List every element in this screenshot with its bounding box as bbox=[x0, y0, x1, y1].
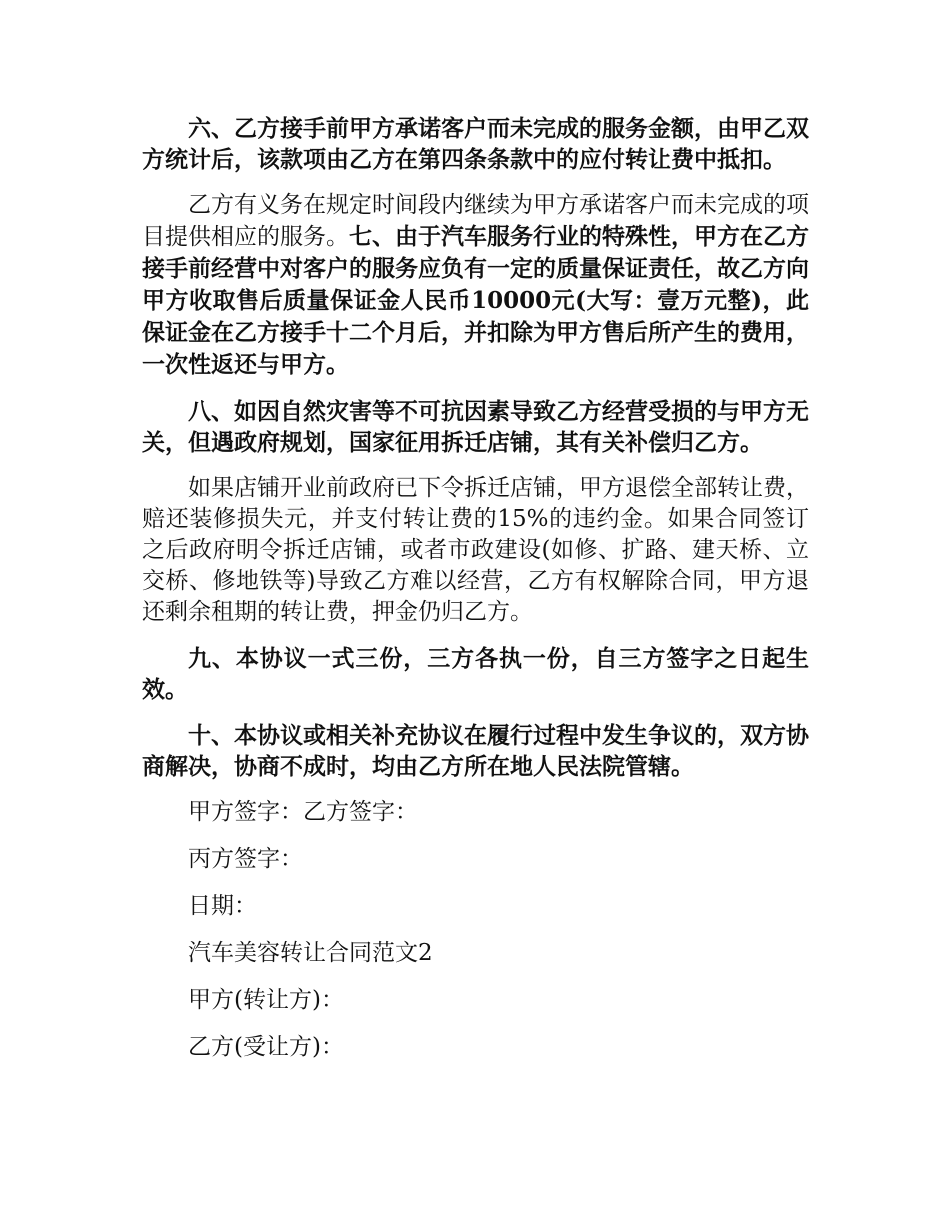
signature-line-ab: 甲方签字：乙方签字： bbox=[188, 799, 418, 825]
party-b-line: 乙方(受让方)： bbox=[188, 1034, 344, 1060]
clause-6-extra: 乙方有义务在规定时间段内继续为甲方承诺客户而未完成的项目提供相应的服务。 bbox=[142, 192, 809, 250]
next-document-title: 汽车美容转让合同范文2 bbox=[188, 940, 433, 966]
clause-10: 十、本协议或相关补充协议在履行过程中发生争议的，双方协商解决，协商不成时，均由乙方所在地人民法院管辖。 bbox=[142, 722, 809, 780]
date-line: 日期： bbox=[188, 893, 257, 919]
clause-9: 九、本协议一式三份，三方各执一份，自三方签字之日起生效。 bbox=[142, 645, 809, 703]
clause-8-extra: 如果店铺开业前政府已下令拆迁店铺，甲方退偿全部转让费，赔还装修损失元，并支付转让费的15%的违约金。如果合同签订之后政府明令拆迁店铺，或者市政建设(如修、扩路、建天桥、立交桥、修地铁等)导致乙方难以经营，乙方有权解除合同，甲方退还剩余租期的转让费，押金仍归乙方。 bbox=[142, 475, 809, 625]
signature-line-c: 丙方签字： bbox=[188, 846, 303, 872]
clause-8: 八、如因自然灾害等不可抗因素导致乙方经营受损的与甲方无关，但遇政府规划，国家征用拆迁店铺，其有关补偿归乙方。 bbox=[142, 398, 809, 456]
party-a-line: 甲方(转让方)： bbox=[188, 987, 344, 1013]
clause-6: 六、乙方接手前甲方承诺客户而未完成的服务金额，由甲乙双方统计后，该款项由乙方在第四条条款中的应付转让费中抵扣。 bbox=[142, 115, 809, 173]
clause-7: 七、由于汽车服务行业的特殊性，甲方在乙方接手前经营中对客户的服务应负有一定的质量保证责任，故乙方向甲方收取售后质量保证金人民币10000元(大写：壹万元整)，此保证金在乙方接手十二个月后，并扣除为甲方售后所产生的费用，一次性返还与甲方。 bbox=[142, 223, 809, 378]
clause-6-7-paragraph bbox=[142, 190, 809, 381]
document-body bbox=[142, 113, 809, 1079]
